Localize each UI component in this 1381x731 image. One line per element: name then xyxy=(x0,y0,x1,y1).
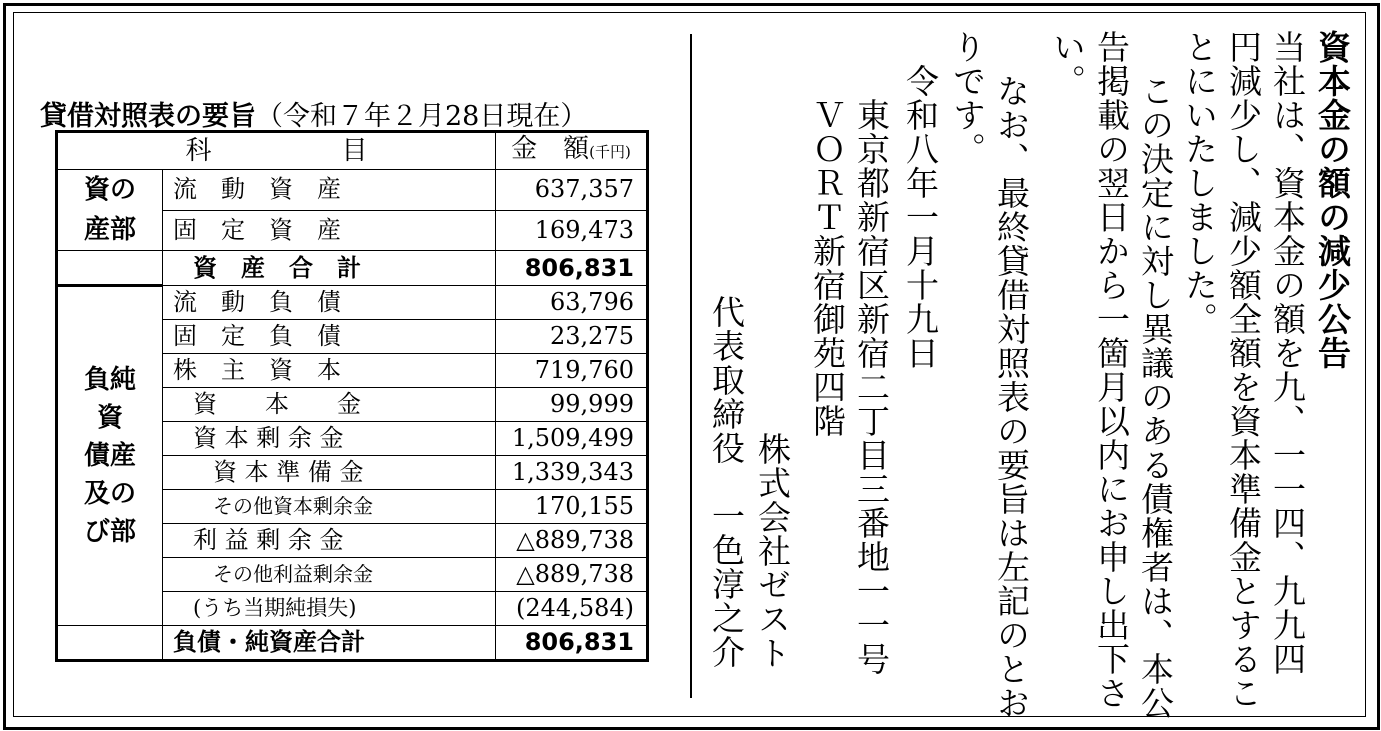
row-label: 利 益 剰 余 金 xyxy=(163,524,496,558)
notice-body-line: 当社は、資本金の額を九、一一四、九九四 xyxy=(1268,30,1307,676)
row-value: 1,509,499 xyxy=(496,422,648,456)
row-label: 株 主 資 本 xyxy=(163,354,496,388)
row-label: 流 動 資 産 xyxy=(163,170,496,211)
row-label: 資 本 剰 余 金 xyxy=(163,422,496,456)
representative: 代表取締役 一色淳之介 xyxy=(707,295,746,669)
row-value: 169,473 xyxy=(496,210,648,251)
notice-body-line: なお、最終貸借対照表の要旨は左記のとお xyxy=(992,74,1031,720)
assets-group-label: 資の 産部 xyxy=(57,170,163,251)
assets-total-label: 資 産 合 計 xyxy=(163,251,496,286)
notice-address: 東京都新宿区新宿二丁目三番地一一号 xyxy=(852,98,891,676)
row-label: 資 本 準 備 金 xyxy=(163,456,496,490)
company-name: 株式会社ゼスト xyxy=(753,432,792,670)
balance-sheet-date: （令和７年２月28日現在） xyxy=(256,101,588,132)
row-value: 170,155 xyxy=(496,490,648,524)
row-value: 719,760 xyxy=(496,354,648,388)
notice-body-line: 円減少し、減少額全額を資本準備金とするこ xyxy=(1224,30,1263,710)
liabilities-total-value: 806,831 xyxy=(496,626,648,661)
assets-total-value: 806,831 xyxy=(496,251,648,286)
header-amount-label: 金 額 xyxy=(511,134,590,164)
row-value: △889,738 xyxy=(496,524,648,558)
divider-line xyxy=(690,34,692,698)
notice-title: 資本金の額の減少公告 xyxy=(1313,30,1352,370)
liabilities-group-spacer xyxy=(57,626,163,661)
row-value: 1,339,343 xyxy=(496,456,648,490)
header-item: 科 目 xyxy=(57,132,496,170)
notice-body-line: とにいたしました。 xyxy=(1180,30,1219,336)
notice-date: 令和八年一月十九日 xyxy=(901,64,940,370)
row-value: 63,796 xyxy=(496,286,648,320)
row-value: 637,357 xyxy=(496,170,648,211)
row-label: その他利益剰余金 xyxy=(163,558,496,592)
notice-body-line: りです。 xyxy=(948,30,987,166)
row-label: その他資本剰余金 xyxy=(163,490,496,524)
balance-sheet-heading: 貸借対照表の要旨 xyxy=(40,101,256,132)
row-value: (244,584) xyxy=(496,592,648,626)
balance-sheet-title xyxy=(40,94,587,133)
row-label: 資 本 金 xyxy=(163,388,496,422)
balance-sheet-table xyxy=(55,130,649,662)
row-label: 固 定 資 産 xyxy=(163,210,496,251)
row-label: 流 動 負 債 xyxy=(163,286,496,320)
row-value: 23,275 xyxy=(496,320,648,354)
liabilities-group-label: 負純 資 債産 及の び部 xyxy=(57,286,163,626)
assets-group-spacer xyxy=(57,251,163,286)
notice-body-line: 告掲載の翌日から一箇月以内にお申し出下さ xyxy=(1092,30,1131,710)
header-unit: (千円) xyxy=(589,143,631,161)
notice-body-line: この決定に対し異議のある債権者は、本公 xyxy=(1136,74,1175,720)
notice-body-line: い。 xyxy=(1048,30,1087,98)
row-label: 固 定 負 債 xyxy=(163,320,496,354)
row-value: △889,738 xyxy=(496,558,648,592)
liabilities-total-label: 負債・純資産合計 xyxy=(163,626,496,661)
row-label: (うち当期純損失) xyxy=(163,592,496,626)
notice-building: ＶＯＲＴ新宿御苑四階 xyxy=(808,98,847,438)
header-amount xyxy=(496,132,648,170)
row-value: 99,999 xyxy=(496,388,648,422)
